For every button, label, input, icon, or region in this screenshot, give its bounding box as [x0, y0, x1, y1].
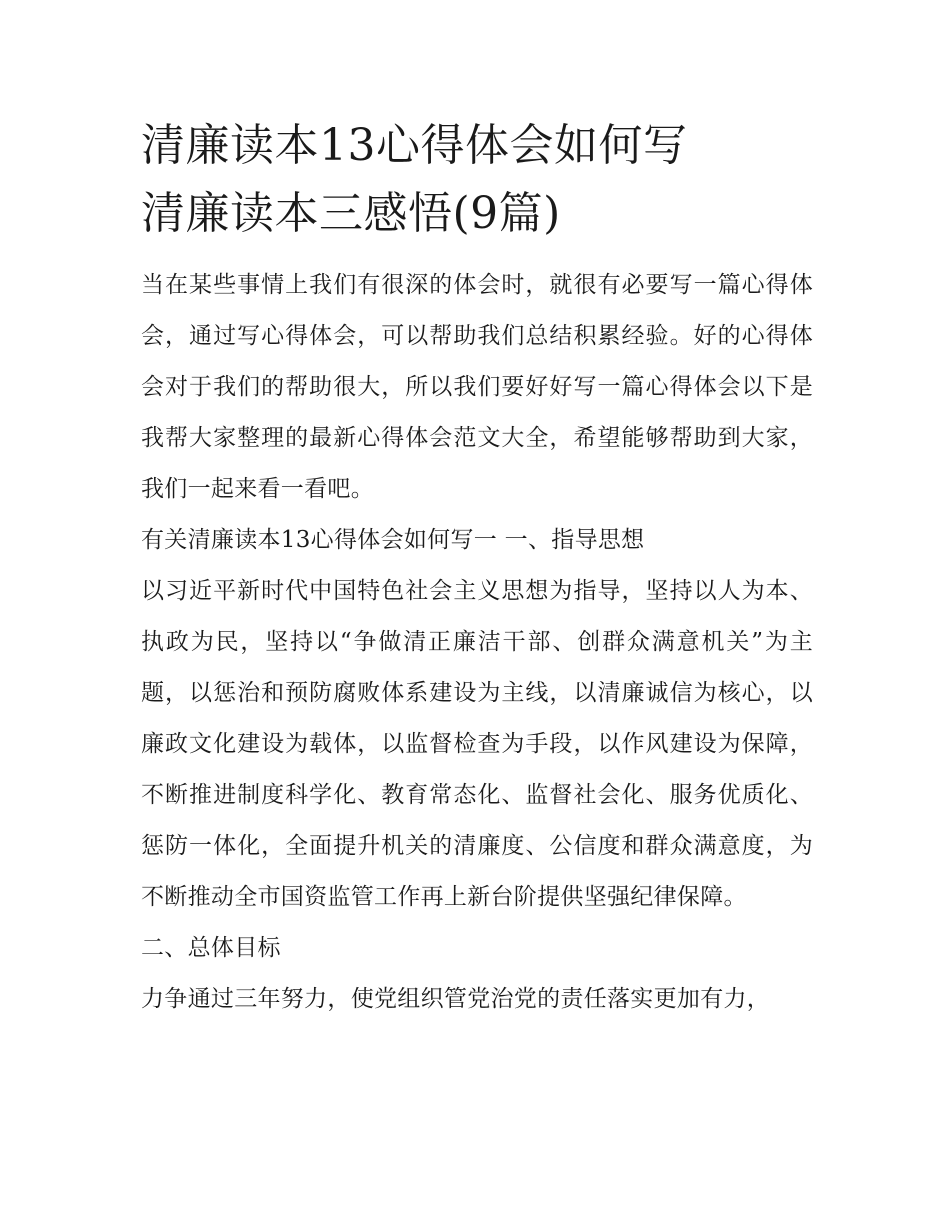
document-title [141, 112, 813, 248]
title-line-1: 清廉读本13心得体会如何写 [141, 120, 688, 171]
intro-paragraph: 当在某些事情上我们有很深的体会时，就很有必要写一篇心得体会，通过写心得体会，可以帮助我们总结积累经验。好的心得体会对于我们的帮助很大，所以我们要好好写一篇心得体会以下是我帮大家整理的最新心得体会范文大全，希望能够帮助到大家，我们一起来看一看吧。 [141, 272, 813, 502]
guiding-ideology-paragraph: 以习近平新时代中国特色社会主义思想为指导，坚持以人为本、执政为民，坚持以“争做清正廉洁干部、创群众满意机关”为主题，以惩治和预防腐败体系建设为主线，以清廉诚信为核心，以廉政文化建设为载体，以监督检查为手段，以作风建设为保障，不断推进制度科学化、教育常态化、监督社会化、服务优质化、惩防一体化，全面提升机关的清廉度、公信度和群众满意度，为不断推动全市国资监管工作再上新台阶提供坚强纪律保障。 [141, 578, 813, 910]
document-page [141, 112, 813, 1025]
title-line-2: 清廉读本三感悟(9篇) [141, 188, 561, 239]
section-heading-overall-goal: 二、总体目标 [141, 935, 281, 961]
overall-goal-paragraph: 力争通过三年努力，使党组织管党治党的责任落实更加有力， [141, 986, 771, 1012]
section-heading-guiding-ideology: 有关清廉读本13心得体会如何写一 一、指导思想 [141, 527, 645, 553]
